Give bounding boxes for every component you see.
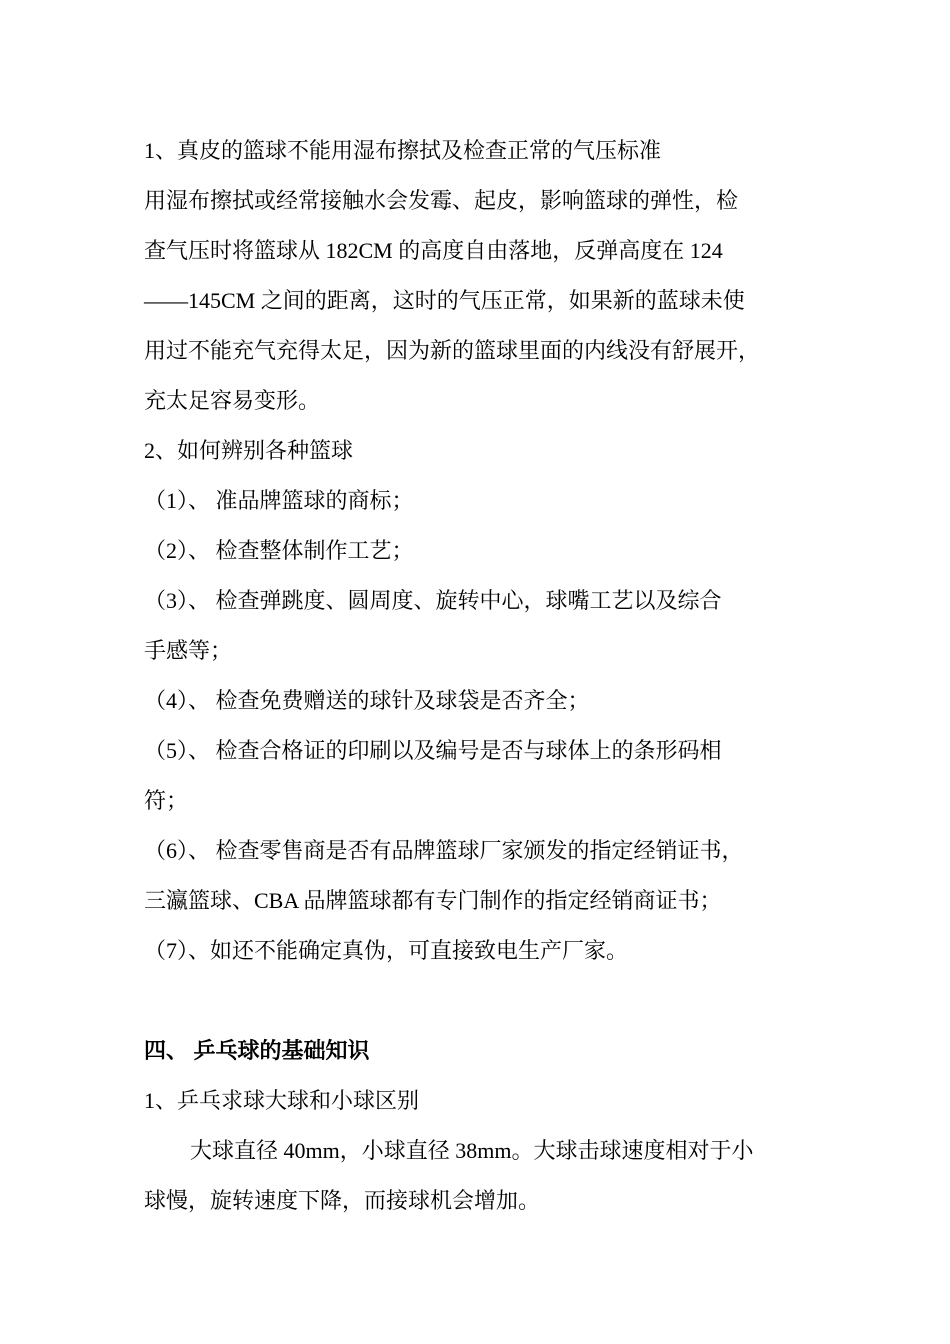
list-item-continuation: 符； (144, 788, 189, 813)
paragraph-text-line: ——145CM 之间的距离，这时的气压正常，如果新的蓝球未使 (144, 288, 745, 313)
paragraph-text-line: 用湿布擦拭或经常接触水会发霉、起皮，影响篮球的弹性，检 (144, 188, 739, 213)
list-item: （3）、 检查弹跳度、圆周度、旋转中心，球嘴工艺以及综合 (144, 588, 722, 613)
document-body (144, 126, 810, 1226)
list-item: （7）、如还不能确定真伪，可直接致电生产厂家。 (144, 938, 629, 963)
paragraph-text-line: 查气压时将篮球从 182CM 的高度自由落地，反弹高度在 124 (144, 238, 723, 263)
list-item: （2）、 检查整体制作工艺； (144, 538, 414, 563)
blank-line (144, 976, 810, 1026)
paragraph-text-line: 球慢，旋转速度下降，而接球机会增加。 (144, 1188, 541, 1213)
paragraph-text-line: 用过不能充气充得太足，因为新的篮球里面的内线没有舒展开， (144, 338, 761, 363)
paragraph-text-line: 大球直径 40mm，小球直径 38mm。大球击球速度相对于小 (190, 1138, 754, 1163)
list-item: （5）、 检查合格证的印刷以及编号是否与球体上的条形码相 (144, 738, 722, 763)
paragraph-basketball-leather-title: 1、真皮的篮球不能用湿布擦拭及检查正常的气压标准 (144, 138, 662, 163)
section-identify-basketball-title: 2、如何辨别各种篮球 (144, 438, 354, 463)
list-item: （6）、 检查零售商是否有品牌篮球厂家颁发的指定经销证书， (144, 838, 744, 863)
list-item-continuation: 三瀛篮球、CBA 品牌篮球都有专门制作的指定经销商证书； (144, 888, 722, 913)
section-heading-table-tennis: 四、 乒乓球的基础知识 (144, 1038, 370, 1063)
paragraph-text-line: 充太足容易变形。 (144, 388, 321, 413)
subsection-ball-size-title: 1、乒乓求球大球和小球区别 (144, 1088, 420, 1113)
list-item: （1）、 准品牌篮球的商标； (144, 488, 414, 513)
list-item: （4）、 检查免费赠送的球针及球袋是否齐全； (144, 688, 590, 713)
list-item-continuation: 手感等； (144, 638, 233, 663)
